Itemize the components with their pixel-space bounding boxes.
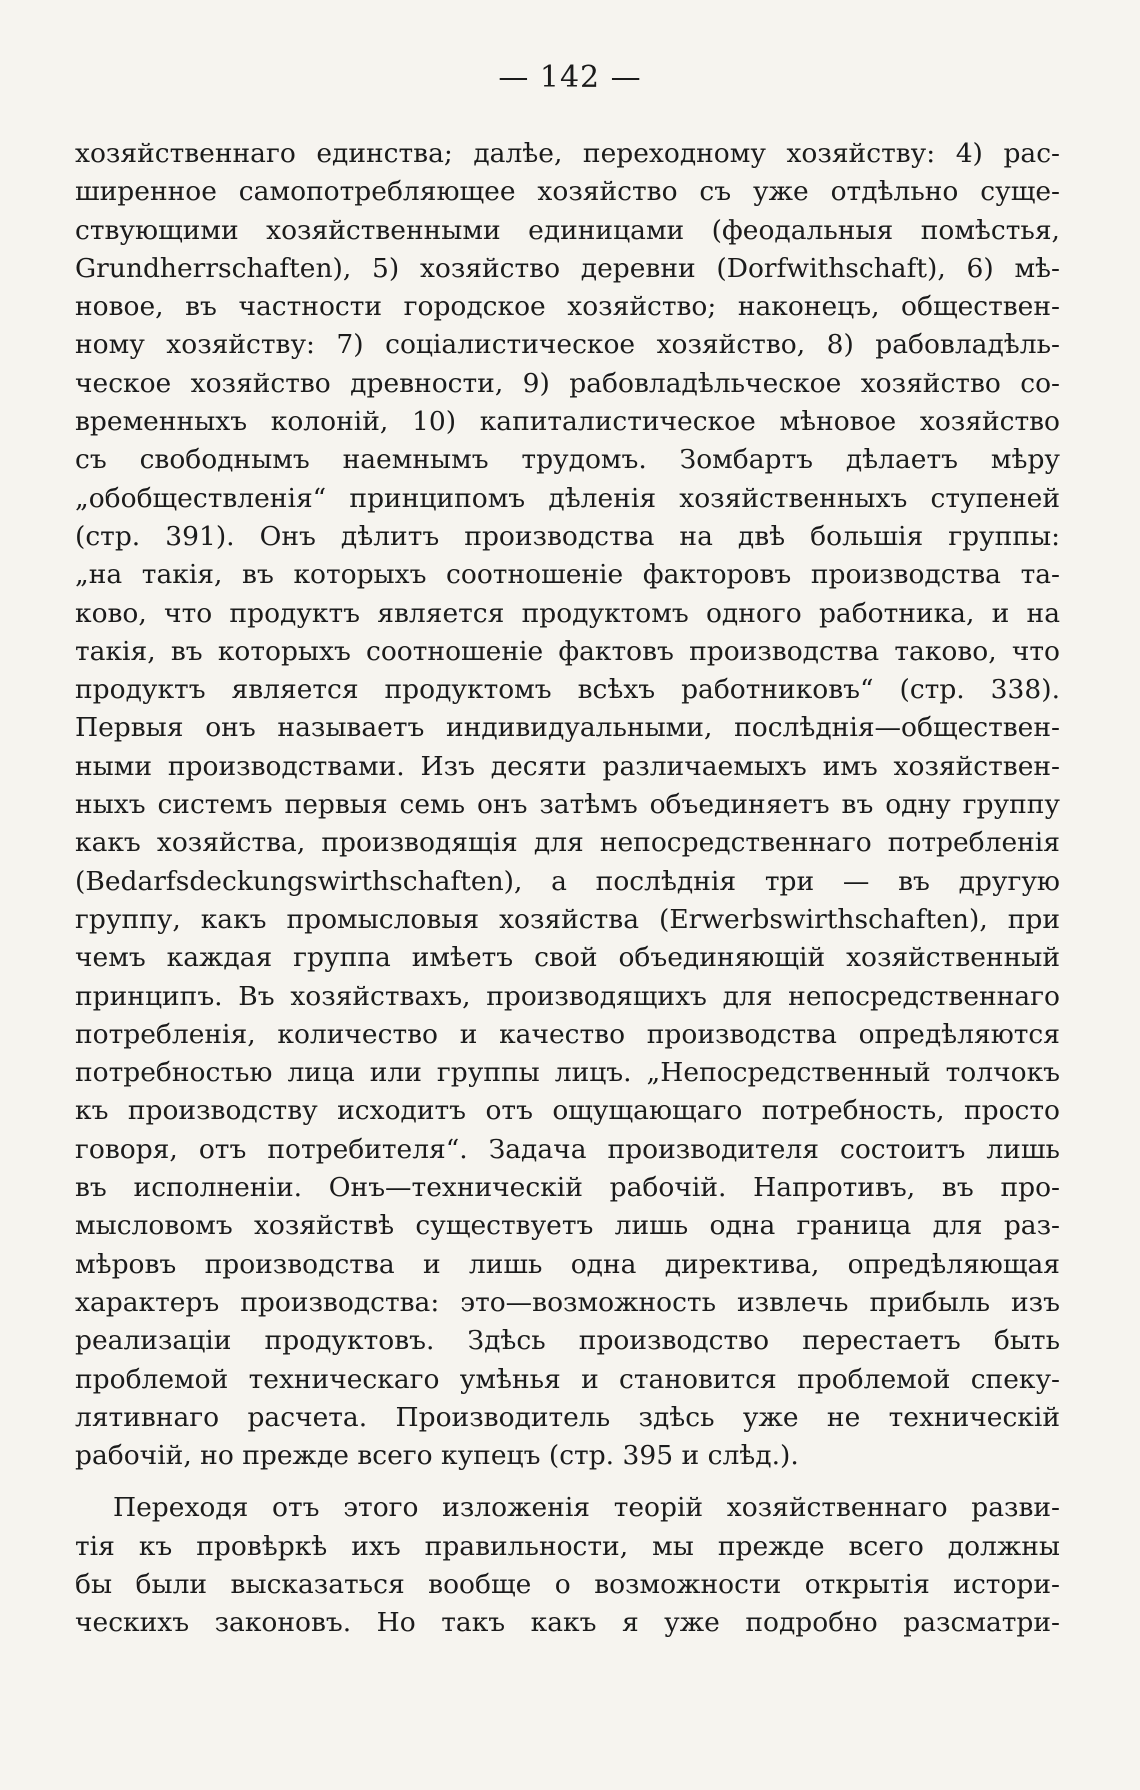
page-number: — 142 — [498,60,642,95]
text-line: ныхъ системъ первыя семь онъ затѣмъ объединяетъ въ одну группу [75,789,1060,821]
paragraph [75,135,1060,1475]
text-line: ческое хозяйство древности, 9) рабовладѣльческое хозяйство со- [75,367,1060,399]
text-line: реализаціи продуктовъ. Здѣсь производство перестаетъ быть [75,1325,1060,1357]
text-line: ково, что продуктъ является продуктомъ одного работника, и на [75,597,1060,629]
text-line: „на такія, въ которыхъ соотношеніе факторовъ производства та- [75,559,1060,591]
text-line: проблемой техническаго умѣнья и становится проблемой спеку- [75,1363,1060,1395]
text-line: рабочій, но прежде всего купецъ (стр. 395 и слѣд.). [75,1440,799,1472]
text-line: продуктъ является продуктомъ всѣхъ работниковъ“ (стр. 338). [75,674,1060,706]
text-line: ствующими хозяйственными единицами (феодальныя помѣстья, [75,214,1060,246]
text-line: ширенное самопотребляющее хозяйство съ уже отдѣльно суще- [75,176,1060,208]
text-line: мѣровъ производства и лишь одна директива, опредѣляющая [75,1248,1060,1280]
text-line: ными производствами. Изъ десяти различаемыхъ имъ хозяйствен- [75,750,1060,782]
text-line: такія, въ которыхъ соотношеніе фактовъ производства таково, что [75,635,1060,667]
text-line: (стр. 391). Онъ дѣлитъ производства на двѣ большія группы: [75,520,1060,552]
text-line: временныхъ колоній, 10) капиталистическое мѣновое хозяйство [75,406,1060,438]
text-line: характеръ производства: это—возможность извлечь прибыль изъ [75,1286,1060,1318]
text-line: чемъ каждая группа имѣетъ свой объединяющій хозяйственный [75,942,1060,974]
text-line: новое, въ частности городское хозяйство; наконецъ, обществен- [75,291,1060,323]
text-line: въ исполненіи. Онъ—техническій рабочій. Напротивъ, въ про- [75,1172,1060,1204]
text-line: группу, какъ промысловыя хозяйства (Erwerbswirthschaften), при [75,903,1060,935]
text-line: принципъ. Въ хозяйствахъ, производящихъ для непосредственнаго [75,980,1060,1012]
text-line: бы были высказаться вообще о возможности открытія истори- [75,1568,1060,1600]
text-line: говоря, отъ потребителя“. Задача производителя состоитъ лишь [75,1133,1060,1165]
text-line: Grundherrschaften), 5) хозяйство деревни (Dorfwithschaft), 6) мѣ- [75,252,1060,284]
page-body [75,135,1060,1643]
text-line: Первыя онъ называетъ индивидуальными, послѣднія—обществен- [75,712,1060,744]
text-line: съ свободнымъ наемнымъ трудомъ. Зомбартъ дѣлаетъ мѣру [75,444,1060,476]
text-line: ному хозяйству: 7) соціалистическое хозяйство, 8) рабовладѣль- [75,329,1060,361]
text-line: потребленія, количество и качество производства опредѣляются [75,1018,1060,1050]
paragraph [75,1489,1060,1642]
text-line: потребностью лица или группы лицъ. „Непосредственный толчокъ [75,1057,1060,1089]
text-line: тія къ провѣркѣ ихъ правильности, мы прежде всего должны [75,1530,1060,1562]
paragraph-gap [75,1475,1060,1489]
text-line: къ производству исходитъ отъ ощущающаго потребность, просто [75,1095,1060,1127]
text-line: какъ хозяйства, производящія для непосредственнаго потребленія [75,827,1060,859]
text-line: мысловомъ хозяйствѣ существуетъ лишь одна граница для раз- [75,1210,1060,1242]
text-line: лятивнаго расчета. Производитель здѣсь уже не техническій [75,1401,1060,1433]
text-line: ческихъ законовъ. Но такъ какъ я уже подробно разсматри- [75,1607,1060,1639]
text-line: Переходя отъ этого изложенія теорій хозяйственнаго разви- [113,1492,1060,1524]
text-line: „обобществленія“ принципомъ дѣленія хозяйственныхъ ступеней [75,482,1060,514]
text-line: хозяйственнаго единства; далѣе, переходному хозяйству: 4) рас- [75,138,1060,169]
text-line: (Bedarfsdeckungswirthschaften), а послѣднія три — въ другую [75,865,1060,897]
